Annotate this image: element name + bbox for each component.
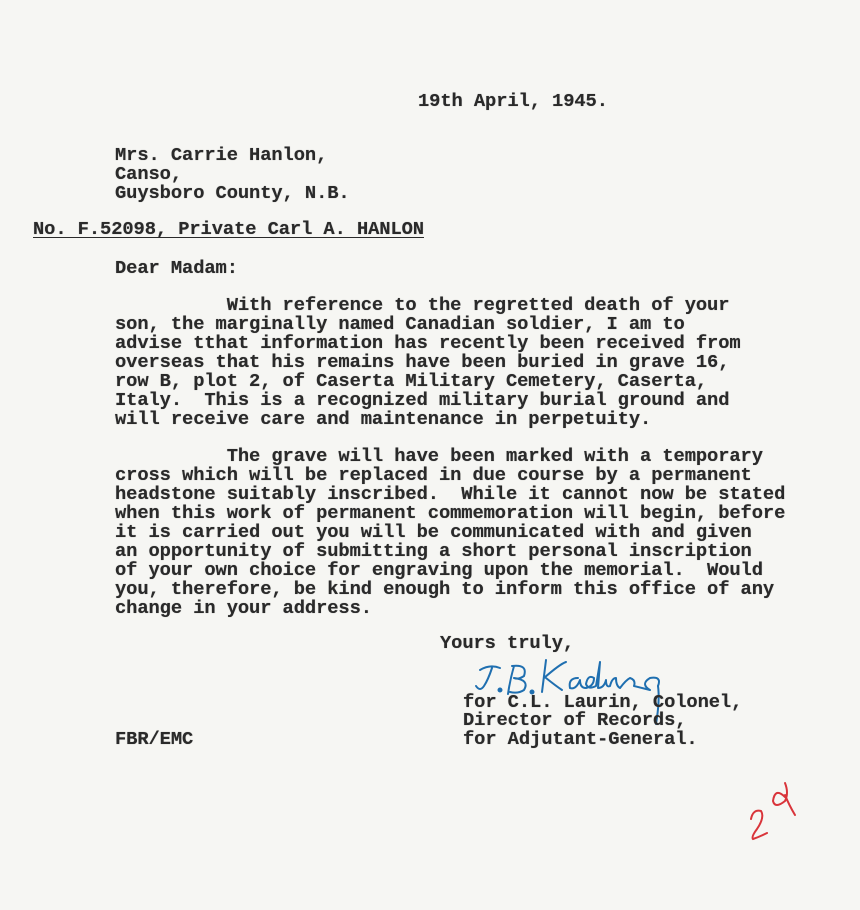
text-line: advise tthat information has recently been received from xyxy=(115,332,741,354)
text-line: cross which will be replaced in due course by a permanent xyxy=(115,464,752,486)
text-line: headstone suitably inscribed. While it cannot now be stated xyxy=(115,483,786,505)
salutation: Dear Madam: xyxy=(115,257,238,279)
text-line: when this work of permanent commemoration will begin, before xyxy=(115,502,786,524)
text-line: overseas that his remains have been buried in grave 16, xyxy=(115,351,730,373)
signatory-line: Director of Records, xyxy=(463,709,687,731)
closing: Yours truly, xyxy=(440,632,575,654)
letter-date: 19th April, 1945. xyxy=(418,90,608,112)
text-line: of your own choice for engraving upon the memorial. Would xyxy=(115,559,763,581)
typist-initials: FBR/EMC xyxy=(115,728,194,750)
text-line: With reference to the regretted death of your xyxy=(115,294,730,316)
address-line: Canso, xyxy=(115,163,183,185)
text-line: you, therefore, be kind enough to inform this office of any xyxy=(115,578,775,600)
address-line: Mrs. Carrie Hanlon, xyxy=(115,144,328,166)
signatory-line: for Adjutant-General. xyxy=(463,728,698,750)
text-line: The grave will have been marked with a temporary xyxy=(115,445,763,467)
address-line: Guysboro County, N.B. xyxy=(115,182,350,204)
text-line: Italy. This is a recognized military burial ground and xyxy=(115,389,730,411)
reference-line: No. F.52098, Private Carl A. HANLON xyxy=(33,218,424,240)
text-line: an opportunity of submitting a short personal inscription xyxy=(115,540,752,562)
text-line: row B, plot 2, of Caserta Military Cemetery, Caserta, xyxy=(115,370,708,392)
text-line: change in your address. xyxy=(115,597,372,619)
signatory-line: for C.L. Laurin, Colonel, xyxy=(463,691,743,713)
text-line: son, the marginally named Canadian soldier, I am to xyxy=(115,313,685,335)
handwritten-page-number xyxy=(745,775,805,845)
text-line: it is carried out you will be communicated with and given xyxy=(115,521,752,543)
text-line: will receive care and maintenance in perpetuity. xyxy=(115,408,652,430)
